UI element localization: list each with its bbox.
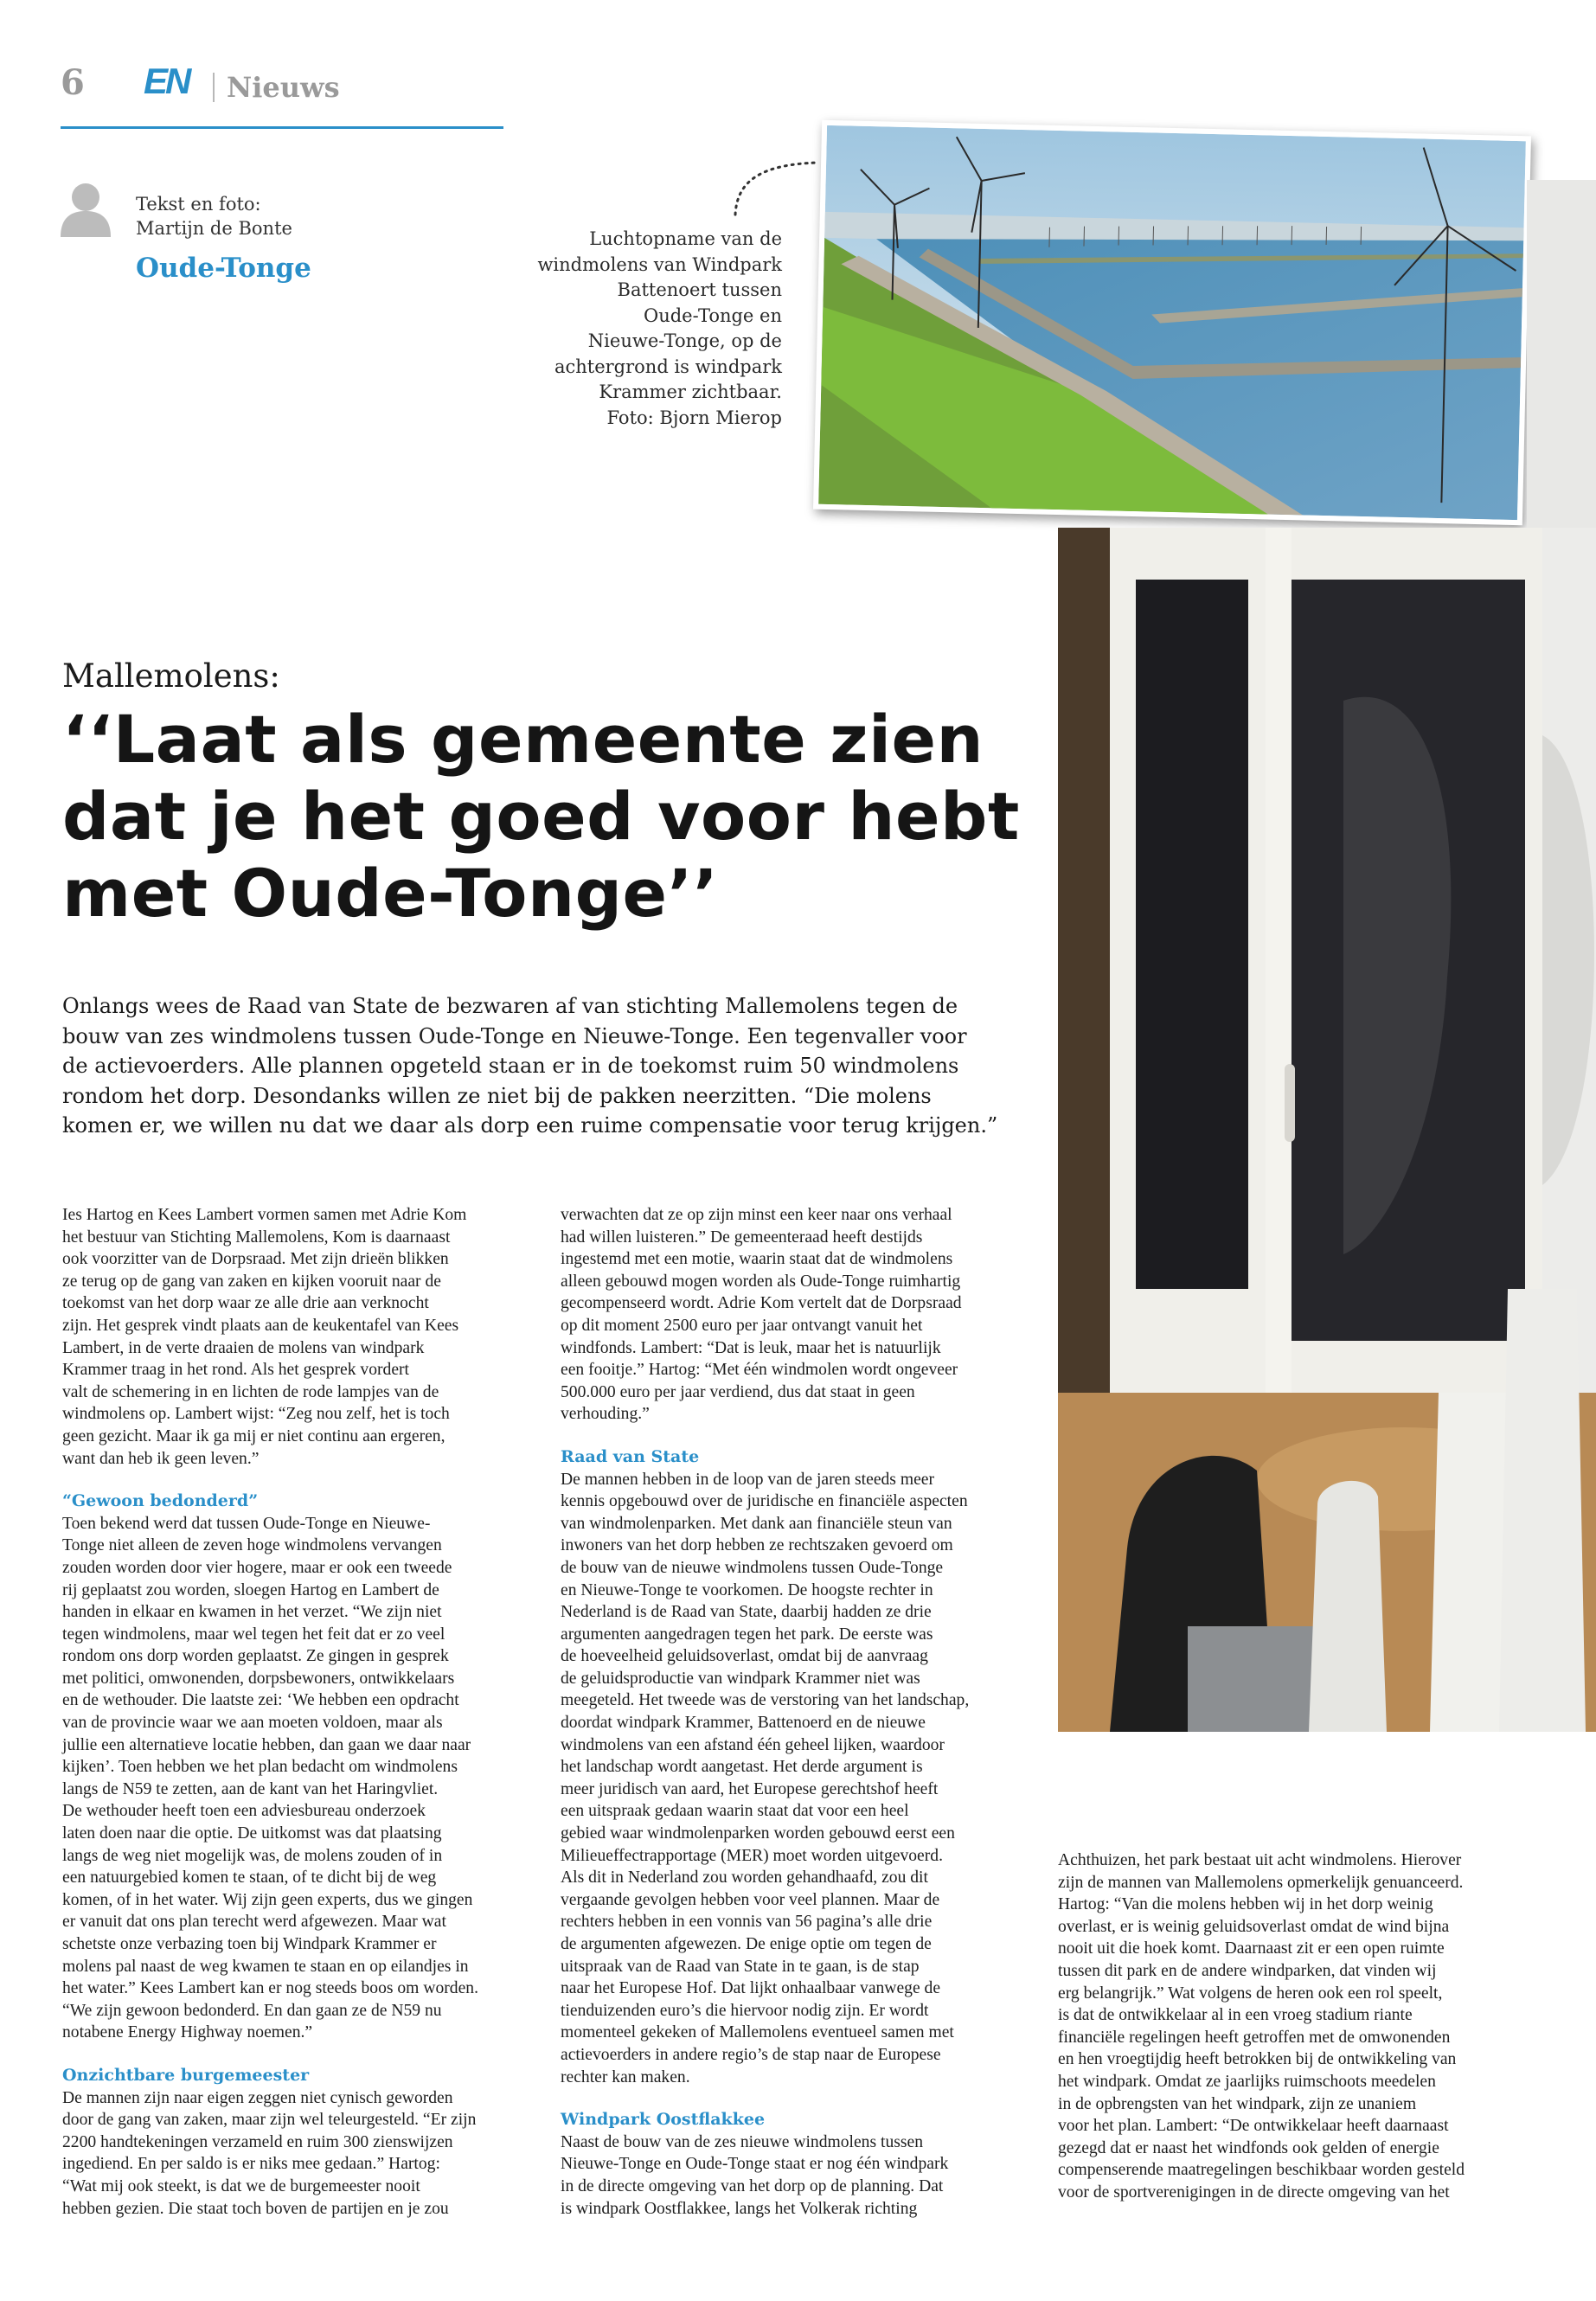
- body-line: kennis opgebouwd over de juridische en financiële aspecten: [561, 1492, 968, 1511]
- body-line: is dat de ontwikkelaar al in een vroeg stadium riante: [1058, 2006, 1413, 2025]
- body-line: nooit uit die hoek komt. Daarnaast zit er een open ruimte: [1058, 1939, 1445, 1958]
- body-line: rechter kan maken.: [561, 2067, 690, 2086]
- body-line: alleen gebouwd mogen worden als Oude-Tonge ruimhartig: [561, 1272, 961, 1291]
- body-paragraph: [561, 2131, 1028, 2220]
- body-line: langs de N59 te zetten, aan de kant van het Haringvliet.: [62, 1779, 439, 1798]
- body-line: Krammer traag in het rond. Als het gesprek vordert: [62, 1361, 410, 1380]
- body-paragraph: [1058, 1849, 1529, 2204]
- caption-line: Luchtopname van de: [589, 228, 782, 249]
- caption-line: Foto: Bjorn Mierop: [606, 407, 782, 428]
- body-line: een natuurgebied komen te staan, of te dicht bij de weg: [62, 1868, 437, 1888]
- body-line: en hen vroegtijdig heeft betrokken bij de ontwikkeling van: [1058, 2050, 1457, 2069]
- body-line: ingestemd met een motie, waarin staat dat de windmolens: [561, 1250, 953, 1269]
- headline-line: met Oude-Tonge’’: [62, 855, 719, 932]
- body-line: het landschap wordt aangetast. Het derde argument is: [561, 1758, 923, 1777]
- body-line: kijken’. Toen hebben we het plan bedacht om windmolens: [62, 1758, 458, 1777]
- body-line: langs de weg niet mogelijk was, de molens zouden of in: [62, 1846, 443, 1865]
- body-line: vergaande gevolgen hebben voor veel plannen. Maar de: [561, 1890, 940, 1909]
- body-line: het bestuur van Stichting Mallemolens, Kom is daarnaast: [62, 1227, 451, 1247]
- body-line: in de opbrengsten van het windpark, zijn ze unaniem: [1058, 2094, 1417, 2113]
- photo-caption: [517, 227, 782, 431]
- lead-line: komen er, we willen nu dat we daar als dorp een ruime compensatie voor terug krijgen.”: [62, 1113, 998, 1138]
- body-line: momenteel gekeken of Mallemolens eventueel samen met: [561, 2023, 954, 2042]
- body-line: Achthuizen, het park bestaat uit acht windmolens. Hierover: [1058, 1851, 1462, 1869]
- body-line: het water.” Kees Lambert kan er nog steeds boos om worden.: [62, 1979, 478, 1998]
- body-line: een uitspraak gedaan waarin staat dat voor een heel: [561, 1802, 909, 1821]
- body-line: de hoeveelheid geluidsoverlast, omdat bij de aanvraag: [561, 1647, 928, 1666]
- body-line: Nieuwe-Tonge en Oude-Tonge staat er nog één windpark: [561, 2155, 949, 2174]
- lead-line: Onlangs wees de Raad van State de bezwaren af van stichting Mallemolens tegen de: [62, 994, 958, 1018]
- body-line: Lambert, in de verte draaien de molens van windpark: [62, 1338, 425, 1357]
- body-line: financiële regelingen heeft getroffen met de omwonenden: [1058, 2028, 1451, 2047]
- body-line: in de directe omgeving van het dorp op de planning. Dat: [561, 2176, 944, 2195]
- windfarm-illustration: [818, 125, 1526, 520]
- body-line: want dan heb ik geen leven.”: [62, 1449, 260, 1468]
- body-line: Nederland is de Raad van State, daarbij hadden ze drie: [561, 1603, 932, 1622]
- body-line: is windpark Oostflakkee, langs het Volkerak richting: [561, 2199, 918, 2218]
- body-line: rondom ons dorp worden geplaatst. Ze gingen in gesprek: [62, 1647, 449, 1666]
- body-line: op dit moment 2500 euro per jaar ontvangt vanuit het: [561, 1316, 923, 1335]
- body-line: Milieueffectrapportage (MER) moet worden uitgevoerd.: [561, 1846, 943, 1865]
- body-line: inwoners van het dorp hebben ze rechtszaken gevoerd om: [561, 1536, 953, 1555]
- header-separator: [213, 73, 215, 102]
- body-line: zijn de mannen van Mallemolens opmerkelijk genuanceerd.: [1058, 1873, 1464, 1892]
- lead-line: bouw van zes windmolens tussen Oude-Tonge en Nieuwe-Tonge. Een tegenvaller voor: [62, 1023, 967, 1048]
- body-line: De mannen zijn naar eigen zeggen niet cynisch geworden: [62, 2088, 453, 2107]
- credit-label: Tekst en foto:: [136, 194, 261, 215]
- headline-line: dat je het goed voor hebt: [62, 778, 1020, 855]
- author-name: Martijn de Bonte: [136, 218, 292, 239]
- body-line: windfonds. Lambert: “Dat is leuk, maar het is natuurlijk: [561, 1338, 941, 1357]
- body-line: en Nieuwe-Tonge te voorkomen. De hoogste rechter in: [561, 1580, 933, 1599]
- body-line: jullie een alternatieve locatie hebben, dan gaan we daar naar: [62, 1735, 471, 1754]
- lead-line: de actievoerders. Alle plannen opgeteld staan er in de toekomst ruim 50 windmolens: [62, 1054, 959, 1078]
- kitchen-illustration: [1058, 528, 1596, 1732]
- body-line: voor de sportverenigingen in de directe omgeving van het: [1058, 2182, 1450, 2202]
- body-line: naar het Europese Hof. Dat lijkt onhaalbaar vanwege de: [561, 1979, 941, 1998]
- body-line: compenserende maatregelingen beschikbaar worden gesteld: [1058, 2161, 1465, 2180]
- body-paragraph: [62, 1204, 529, 1470]
- subheading-gewoon-bedonderd: “Gewoon bedonderd”: [62, 1491, 259, 1511]
- body-line: zouden worden door vier hogere, maar er ook een tweede: [62, 1558, 452, 1577]
- subheading-onzichtbare-burgemeester: Onzichtbare burgemeester: [62, 2065, 310, 2085]
- body-line: 2200 handtekeningen verzameld en ruim 300 zienswijzen: [62, 2132, 453, 2151]
- body-line: 500.000 euro per jaar verdiend, dus dat staat in geen: [561, 1382, 915, 1401]
- body-line: komen, of in het water. Wij zijn geen experts, dus we gingen: [62, 1890, 473, 1909]
- body-line: de argumenten afgewezen. De enige optie om tegen de: [561, 1935, 932, 1953]
- caption-line: Krammer zichtbaar.: [599, 381, 782, 402]
- body-line: van de provincie waar we aan moeten voldoen, maar als: [62, 1714, 443, 1733]
- body-line: van windmolenparken. Met dank aan financiële steun van: [561, 1514, 952, 1533]
- article-kicker: Mallemolens:: [62, 657, 280, 695]
- body-line: laten doen naar die optie. De uitkomst was dat plaatsing: [62, 1824, 442, 1843]
- caption-line: Battenoert tussen: [617, 279, 782, 300]
- body-line: en de wethouder. Die laatste zei: ‘We hebben een opdracht: [62, 1691, 459, 1710]
- body-line: molens pal naast de weg kwamen te staan en op eilandjes in: [62, 1957, 469, 1976]
- subheading-raad-van-state: Raad van State: [561, 1446, 700, 1466]
- caption-line: Oude-Tonge en: [643, 304, 782, 326]
- page-number: 6: [61, 62, 85, 103]
- body-line: Tonge niet alleen de zeven hoge windmolens vervangen: [62, 1536, 442, 1555]
- body-line: rechters hebben in een vonnis van 56 pagina’s alle drie: [561, 1913, 933, 1932]
- body-line: windmolens van een afstand één geheel lijken, waardoor: [561, 1735, 945, 1754]
- aerial-windfarm-photo: [813, 120, 1531, 525]
- body-paragraph: [561, 1204, 1028, 1426]
- body-line: actievoerders in andere regio’s de stap naar de Europese: [561, 2045, 941, 2064]
- body-line: tegen windmolens, maar wel tegen het feit dat er zo veel: [62, 1625, 445, 1644]
- body-line: De wethouder heeft toen een adviesbureau onderzoek: [62, 1802, 426, 1821]
- body-line: een fooitje.” Hartog: “Met één windmolen wordt ongeveer: [561, 1361, 958, 1380]
- body-line: met politici, omwonenden, dorpsbewoners, ontwikkelaars: [62, 1669, 455, 1688]
- body-line: de bouw van de nieuwe windmolens tussen Oude-Tonge: [561, 1558, 944, 1577]
- body-line: ook voorzitter van de Dorpsraad. Met zijn drieën blikken: [62, 1250, 449, 1269]
- lead-line: rondom het dorp. Desondanks willen ze niet bij de pakken neerzitten. “Die molens: [62, 1083, 932, 1108]
- body-line: schetste onze verbazing toen bij Windpark Krammer er: [62, 1935, 437, 1953]
- body-line: notabene Energy Highway noemen.”: [62, 2023, 313, 2042]
- body-paragraph: [62, 1513, 529, 2044]
- body-paragraph: [561, 1469, 1028, 2089]
- body-line: gezegd dat er naast het windfonds ook gelden of energie: [1058, 2138, 1439, 2157]
- body-line: verhouding.”: [561, 1405, 650, 1424]
- body-line: valt de schemering in en lichten de rode lampjes van de: [62, 1382, 439, 1401]
- body-line: uitspraak van de Raad van State in te gaan, is de stap: [561, 1957, 920, 1976]
- body-line: tussen dit park en de andere windparken, dat vinden wij: [1058, 1961, 1437, 1980]
- body-paragraph: [62, 2087, 529, 2221]
- body-line: handen in elkaar en kwamen in het verzet. “We zijn niet: [62, 1603, 442, 1622]
- body-line: “We zijn gewoon bedonderd. En dan gaan ze de N59 nu: [62, 2001, 442, 2020]
- body-line: toekomst van het dorp waar ze alle drie aan verknocht: [62, 1294, 429, 1313]
- byline-credit: [136, 192, 292, 240]
- body-line: geen gezicht. Maar ik ga mij er niet continu aan ergeren,: [62, 1426, 445, 1445]
- body-line: gecompenseerd wordt. Adrie Kom vertelt dat de Dorpsraad: [561, 1294, 962, 1313]
- subheading-windpark-oostflakkee: Windpark Oostflakkee: [561, 2110, 766, 2130]
- interior-photo-top: [1527, 180, 1596, 528]
- caption-line: achtergrond is windpark: [554, 356, 782, 377]
- body-line: ze terug op de gang van zaken en kijken vooruit naar de: [62, 1272, 441, 1291]
- body-line: zijn. Het gesprek vindt plaats aan de keukentafel van Kees: [62, 1316, 459, 1335]
- body-line: erg belangrijk.” Wat volgens de heren ook een rol speelt,: [1058, 1984, 1443, 2003]
- body-line: er vanuit dat ons plan terecht werd afgewezen. Maar wat: [62, 1913, 446, 1932]
- body-line: hebben gezien. Die staat toch boven de partijen en je zou: [62, 2199, 449, 2218]
- article-column-3: [1058, 1849, 1529, 2204]
- body-line: voor het plan. Lambert: “De ontwikkelaar heeft daarnaast: [1058, 2117, 1449, 2136]
- body-line: Als dit in Nederland zou worden gehandhaafd, zou dit: [561, 1868, 928, 1888]
- body-line: ingediend. En per saldo is er niks mee gedaan.” Hartog:: [62, 2155, 440, 2174]
- body-line: meegeteld. Het tweede was de verstoring van het landschap,: [561, 1691, 970, 1710]
- body-line: de geluidsproductie van windpark Krammer niet was: [561, 1669, 920, 1688]
- headline-line: ‘‘Laat als gemeente zien: [62, 701, 984, 778]
- caption-line: windmolens van Windpark: [537, 253, 782, 275]
- body-line: De mannen hebben in de loop van de jaren steeds meer: [561, 1470, 934, 1489]
- header-rule: [61, 126, 503, 129]
- body-line: gebied waar windmolenparken worden gebouwd eerst een: [561, 1824, 955, 1843]
- body-line: door de gang van zaken, maar zijn wel teleurgesteld. “Er zijn: [62, 2111, 477, 2130]
- body-line: verwachten dat ze op zijn minst een keer naar ons verhaal: [561, 1206, 952, 1224]
- article-column-2: [561, 1204, 1028, 2220]
- body-line: overlast, er is weinig geluidsoverlast omdat de wind bijna: [1058, 1917, 1450, 1936]
- body-line: het windpark. Omdat ze jaarlijks ruimschoots meedelen: [1058, 2072, 1436, 2091]
- interior-kitchen-photo: [1058, 528, 1596, 1732]
- body-line: doordat windpark Krammer, Battenoerd en de nieuwe: [561, 1714, 926, 1733]
- body-line: argumenten aangedragen tegen het park. De eerste was: [561, 1625, 933, 1644]
- body-line: rij geplaatst zou worden, sloegen Hartog en Lambert de: [62, 1580, 439, 1599]
- body-line: Toen bekend werd dat tussen Oude-Tonge en Nieuwe-: [62, 1514, 431, 1533]
- article-column-1: [62, 1204, 529, 2220]
- body-line: tienduizenden euro’s die hiervoor nodig zijn. Er wordt: [561, 2001, 929, 2020]
- author-avatar-icon: [61, 182, 111, 237]
- section-title: Nieuws: [227, 71, 340, 104]
- caption-line: Nieuwe-Tonge, op de: [587, 330, 782, 351]
- publication-logo: EN: [144, 61, 189, 101]
- body-line: windmolens op. Lambert wijst: “Zeg nou zelf, het is toch: [62, 1405, 450, 1424]
- caption-leader: [734, 156, 820, 216]
- body-line: Naast de bouw van de zes nieuwe windmolens tussen: [561, 2132, 923, 2151]
- body-line: Hartog: “Van die molens hebben wij in het dorp weinig: [1058, 1895, 1433, 1914]
- body-line: had willen luisteren.” De gemeenteraad heeft destijds: [561, 1227, 923, 1247]
- body-line: meer juridisch van aard, het Europese gerechtshof heeft: [561, 1779, 939, 1798]
- body-line: Ies Hartog en Kees Lambert vormen samen met Adrie Kom: [62, 1206, 467, 1224]
- article-headline: [62, 701, 1031, 932]
- article-lead: [62, 991, 1022, 1141]
- body-line: “Wat mij ook steekt, is dat we de burgemeester nooit: [62, 2176, 420, 2195]
- dateline-location: Oude-Tonge: [136, 253, 311, 284]
